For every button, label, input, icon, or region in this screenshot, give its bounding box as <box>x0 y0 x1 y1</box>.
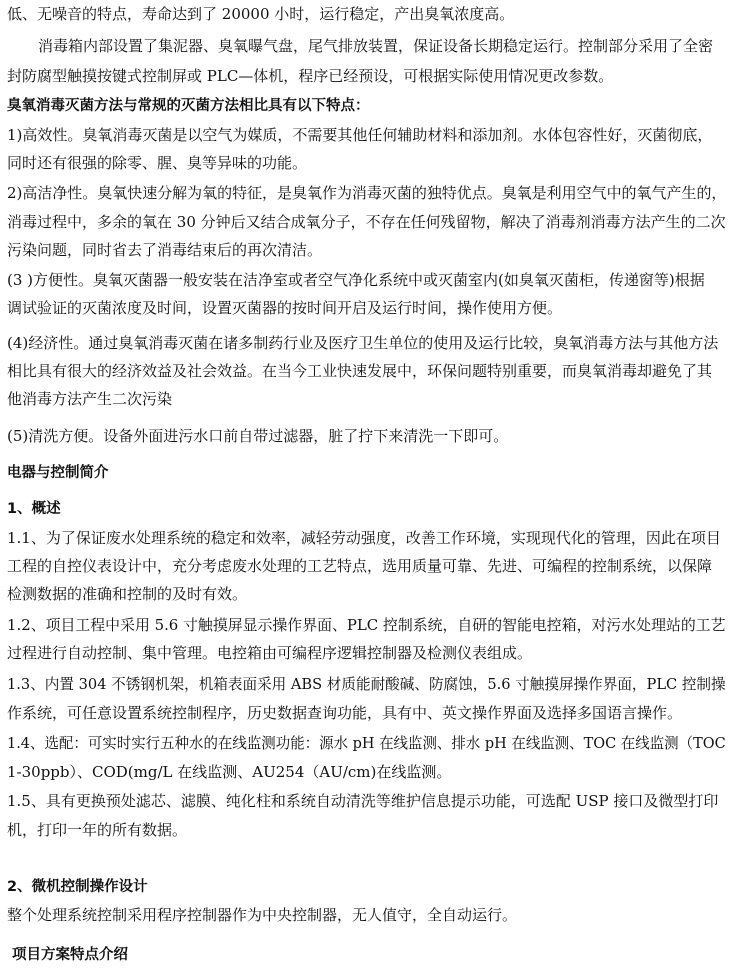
text-line: 同时还有很强的除零、腥、臭等异味的功能。 <box>7 154 308 172</box>
text-line: 1.2、项目工程中采用 5.6 寸触摸屏显示操作界面、PLC 控制系统，自研的智能电控箱，对污水处理站的工艺 <box>7 616 726 634</box>
text-line: 机，打印一年的所有数据。 <box>7 821 188 839</box>
text-line: 污染问题，同时省去了消毒结束后的再次清洁。 <box>7 241 323 259</box>
text-line: 低、无噪音的特点，寿命达到了 20000 小时，运行稳定，产出臭氧浓度高。 <box>7 5 515 23</box>
section-heading: 2、微机控制操作设计 <box>7 879 148 895</box>
section-heading: 1、概述 <box>7 501 61 517</box>
section-heading: 项目方案特点介绍 <box>12 947 128 963</box>
text-line: 1)高效性。臭氧消毒灭菌是以空气为媒质，不需要其他任何辅助材料和添加剂。水体包容性好，灭菌彻底， <box>7 126 713 144</box>
text-line: 检测数据的准确和控制的及时有效。 <box>7 585 248 603</box>
text-line: 调试验证的灭菌浓度及时间，设置灭菌器的按时间开启及运行时间，操作使用方便。 <box>7 299 563 317</box>
text-line: 他消毒方法产生二次污染 <box>7 390 173 408</box>
text-line: 2)高洁净性。臭氧快速分解为氧的特征，是臭氧作为消毒灭菌的独特优点。臭氧是利用空气中的氧气产生的， <box>7 184 727 202</box>
text-line: 封防腐型触摸按键式控制屏或 PLC—体机，程序已经预设，可根据实际使用情况更改参数。 <box>7 67 614 85</box>
text-line: 1.5、具有更换预处滤芯、滤膜、纯化柱和系统自动清洗等维护信息提示功能，可选配 USP 接口及微型打印 <box>7 792 719 810</box>
text-line: 消毒过程中，多余的氧在 30 分钟后又结合成氧分子，不存在任何残留物，解决了消毒剂消毒方法产生的二次 <box>7 213 726 231</box>
text-line: 作系统，可任意设置系统控制程序，历史数据查询功能，具有中、英文操作界面及选择多国语言操作。 <box>7 704 683 722</box>
text-line: 相比具有很大的经济效益及社会效益。在当今工业快速发展中，环保问题特别重要，而臭氧消毒却避免了其 <box>7 362 713 380</box>
text-line: 工程的自控仪表设计中，充分考虑废水处理的工艺特点，选用质量可靠、先进、可编程的控制系统，以保障 <box>7 557 713 575</box>
text-line: (5)清洗方便。设备外面进污水口前自带过滤器，脏了拧下来清洗一下即可。 <box>7 427 509 445</box>
section-heading: 电器与控制简介 <box>7 465 109 481</box>
text-line: 1-30ppb）、COD(mg/L 在线监测、AU254（AU/cm)在线监测。 <box>7 763 452 781</box>
text-line: (3 )方便性。臭氧灭菌器一般安装在洁净室或者空气净化系统中或灭菌室内(如臭氧灭菌柜，传递窗等)根据 <box>7 271 705 289</box>
text-line: 整个处理系统控制采用程序控制器作为中央控制器，无人值守，全自动运行。 <box>7 906 518 924</box>
text-line: 消毒箱内部设置了集泥器、臭氧曝气盘，尾气排放装置，保证设备长期稳定运行。控制部分采用了全密 <box>38 37 714 55</box>
text-line: 1.4、选配：可实时实行五种水的在线监测功能：源水 pH 在线监测、排水 pH 在线监测、TOC 在线监测（TOC <box>7 734 726 752</box>
text-line: 1.1、为了保证废水处理系统的稳定和效率，减轻劳动强度，改善工作环境，实现现代化的管理，因此在项目 <box>7 529 721 547</box>
section-heading: 臭氧消毒灭菌方法与常规的灭菌方法相比具有以下特点： <box>7 98 370 114</box>
text-line: (4)经济性。通过臭氧消毒灭菌在诸多制药行业及医疗卫生单位的使用及运行比较，臭氧消毒方法与其他方法 <box>7 334 719 352</box>
text-line: 过程进行自动控制、集中管理。电控箱由可编程序逻辑控制器及检测仪表组成。 <box>7 644 533 662</box>
text-line: 1.3、内置 304 不锈钢机架，机箱表面采用 ABS 材质能耐酸碱、防腐蚀，5.6 寸触摸屏操作界面，PLC 控制操 <box>7 675 726 693</box>
